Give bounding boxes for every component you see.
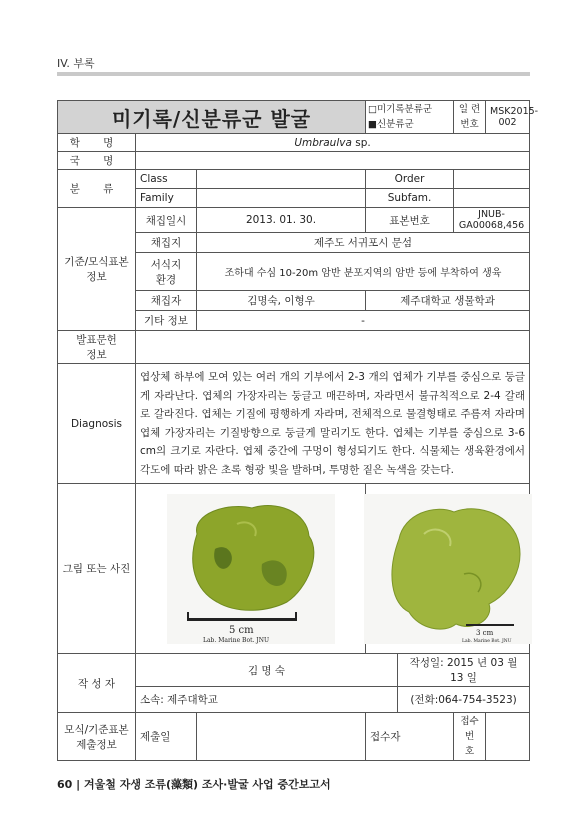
author-affiliation: 소속: 제주대학교 — [136, 687, 398, 713]
order-label: Order — [366, 170, 454, 189]
checkbox-new-taxon: ■신분류군 — [368, 119, 414, 130]
photo2-scale-text: 3 cm — [475, 628, 493, 637]
publication-label: 발표문헌 정보 — [58, 331, 136, 364]
scientific-name-label: 학 명 — [58, 134, 136, 152]
photo-cell-1 — [136, 484, 366, 654]
specimen-photo-1 — [140, 494, 361, 644]
written-date: 작성일: 2015 년 03 월 13 일 — [398, 654, 530, 687]
specimen-no-label: 표본번호 — [366, 208, 454, 233]
receipt-no-label: 접수번 호 — [454, 713, 486, 761]
collection-date-label: 채집일시 — [136, 208, 197, 233]
header-divider — [57, 72, 530, 76]
korean-name-value — [136, 152, 530, 170]
classification-label: 분 류 — [58, 170, 136, 208]
serial-number-label: 일 련 번호 — [454, 101, 486, 134]
form-title: 미기록/신분류군 발굴 — [58, 101, 366, 134]
collector-label: 채집자 — [136, 291, 197, 311]
photo2-lab-text: Lab. Marine Bot. JNU — [461, 638, 512, 644]
receiver-label: 접수자 — [366, 713, 454, 761]
korean-name-label: 국 명 — [58, 152, 136, 170]
receipt-no-value — [486, 713, 530, 761]
submit-date-label: 제출일 — [136, 713, 197, 761]
author-label: 작 성 자 — [58, 654, 136, 713]
collector-value: 김명숙, 이형우 — [197, 291, 366, 311]
page-footer: 60 | 겨울철 자생 조류(藻類) 조사·발굴 사업 중간보고서 — [57, 778, 331, 791]
taxon-type-checkboxes — [366, 101, 454, 134]
subfam-value — [454, 189, 530, 208]
submit-date-value — [197, 713, 366, 761]
photo1-scale-text: 5 cm — [228, 624, 254, 636]
thallus-shape-1 — [192, 505, 313, 610]
type-info-label: 기준/모식표본 정보 — [58, 208, 136, 331]
order-value — [454, 170, 530, 189]
habitat-value: 조하대 수심 10-20m 암반 분포지역의 암반 등에 부착하여 생육 — [197, 253, 530, 291]
publication-value — [136, 331, 530, 364]
author-phone: (전화:064-754-3523) — [398, 687, 530, 713]
taxon-form — [57, 100, 539, 761]
locality-value: 제주도 서귀포시 문섬 — [197, 233, 530, 253]
scientific-name-value: Umbraulva sp. — [136, 134, 530, 152]
photo-label: 그림 또는 사진 — [58, 484, 136, 654]
checkbox-unrecorded: □미기록분류군 — [368, 104, 433, 115]
serial-number-value: MSK2015-002 — [486, 101, 530, 134]
other-info-label: 기타 정보 — [136, 311, 197, 331]
photo-cell-2 — [366, 484, 530, 654]
class-label: Class — [136, 170, 197, 189]
collector-affiliation: 제주대학교 생물학과 — [366, 291, 530, 311]
specimen-no-value: JNUB-GA00068,456 — [454, 208, 530, 233]
diagnosis-label: Diagnosis — [58, 364, 136, 484]
family-label: Family — [136, 189, 197, 208]
collection-date-value: 2013. 01. 30. — [197, 208, 366, 233]
diagnosis-text: 엽상체 하부에 모여 있는 여러 개의 기부에서 2-3 개의 엽체가 기부를 중심으로 둥글게 자라난다. 엽체의 가장자리는 둥글고 매끈하며, 자라면서 불규칙적으로 2-4 갈래로 갈라진다. 엽체는 기질에 평행하게 자라며, 전체적으로 물결형태로 주름져 자라며 엽체 가장자리는 기질방향으로 둥글게 말리기도 한다. 엽체는 기부를 중심으로 3-6 cm의 크기로 자란다. 엽체 중간에 구멍이 형성되기도 한다. 식물체는 생육환경에서 각도에 따라 밝은 초록 형광 빛을 발하며, 투명한 짙은 녹색을 갖는다. — [136, 364, 530, 484]
section-header: IV. 부록 — [57, 57, 95, 70]
family-value — [197, 189, 366, 208]
specimen-photo-2 — [370, 494, 525, 644]
habitat-label: 서식지 환경 — [136, 253, 197, 291]
other-info-value: - — [197, 311, 530, 331]
photo1-lab-text: Lab. Marine Bot. JNU — [202, 636, 269, 644]
author-name: 김 명 숙 — [136, 654, 398, 687]
subfam-label: Subfam. — [366, 189, 454, 208]
submission-info-label: 모식/기준표본 제출정보 — [58, 713, 136, 761]
locality-label: 채집지 — [136, 233, 197, 253]
class-value — [197, 170, 366, 189]
